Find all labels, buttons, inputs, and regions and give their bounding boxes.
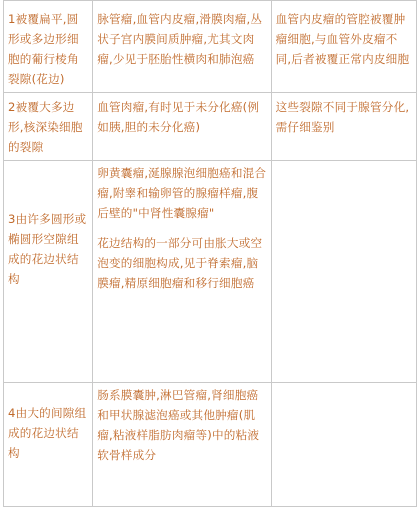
note-cell — [271, 1, 416, 93]
cell-text: 4由大的间隙组成的花边状结构 — [8, 406, 87, 460]
pattern-cell — [4, 383, 93, 507]
cell-text: 卵黄囊瘤,涎腺腺泡细胞癌和混合瘤,附睾和输卵管的腺瘤样瘤,腹后壁的"中肾性囊腺瘤" — [97, 166, 267, 220]
table-row — [4, 383, 417, 507]
pathology-table — [3, 0, 417, 507]
table-row — [4, 161, 417, 383]
cell-text: 花边结构的一部分可由胀大或空泡变的细胞构成,见于脊索瘤,脑膜瘤,精原细胞瘤和移行细胞癌 — [97, 236, 263, 290]
cell-text: 这些裂隙不同于腺管分化,需仔细鉴别 — [275, 100, 410, 134]
tumor-cell — [93, 1, 271, 93]
note-cell — [271, 93, 416, 161]
tumor-cell — [93, 383, 271, 507]
pattern-cell — [4, 1, 93, 93]
note-cell — [271, 161, 416, 383]
cell-text: 肠系膜囊肿,淋巴管瘤,肾细胞癌和甲状腺滤泡癌或其他肿瘤(肌瘤,粘液样脂肪肉瘤等)中的粘液软骨样成分 — [97, 388, 260, 462]
note-cell — [271, 383, 416, 507]
pattern-cell — [4, 93, 93, 161]
cell-text: 2被覆大多边形,核深染细胞的裂隙 — [8, 100, 83, 154]
pattern-cell — [4, 161, 93, 383]
cell-text: 1被覆扁平,圆形或多边形细胞的葡行棱角裂隙(花边) — [8, 12, 79, 86]
cell-text: 脉管瘤,血管内皮瘤,滑膜肉瘤,丛状子宫内膜间质肿瘤,尤其文肉瘤,少见于胚胎性横肉和肺泡癌 — [97, 12, 263, 66]
cell-text: 血管内皮瘤的管腔被覆肿瘤细胞,与血管外皮瘤不同,后者被覆正常内皮细胞 — [275, 12, 410, 66]
table-row — [4, 1, 417, 93]
tumor-cell — [93, 93, 271, 161]
table-row — [4, 93, 417, 161]
cell-text: 3由许多圆形或椭圆形空隙组成的花边状结构 — [8, 212, 87, 286]
cell-text: 血管肉瘤,有时见于未分化癌(例如胰,胆的未分化癌) — [97, 100, 260, 134]
tumor-cell — [93, 161, 271, 383]
